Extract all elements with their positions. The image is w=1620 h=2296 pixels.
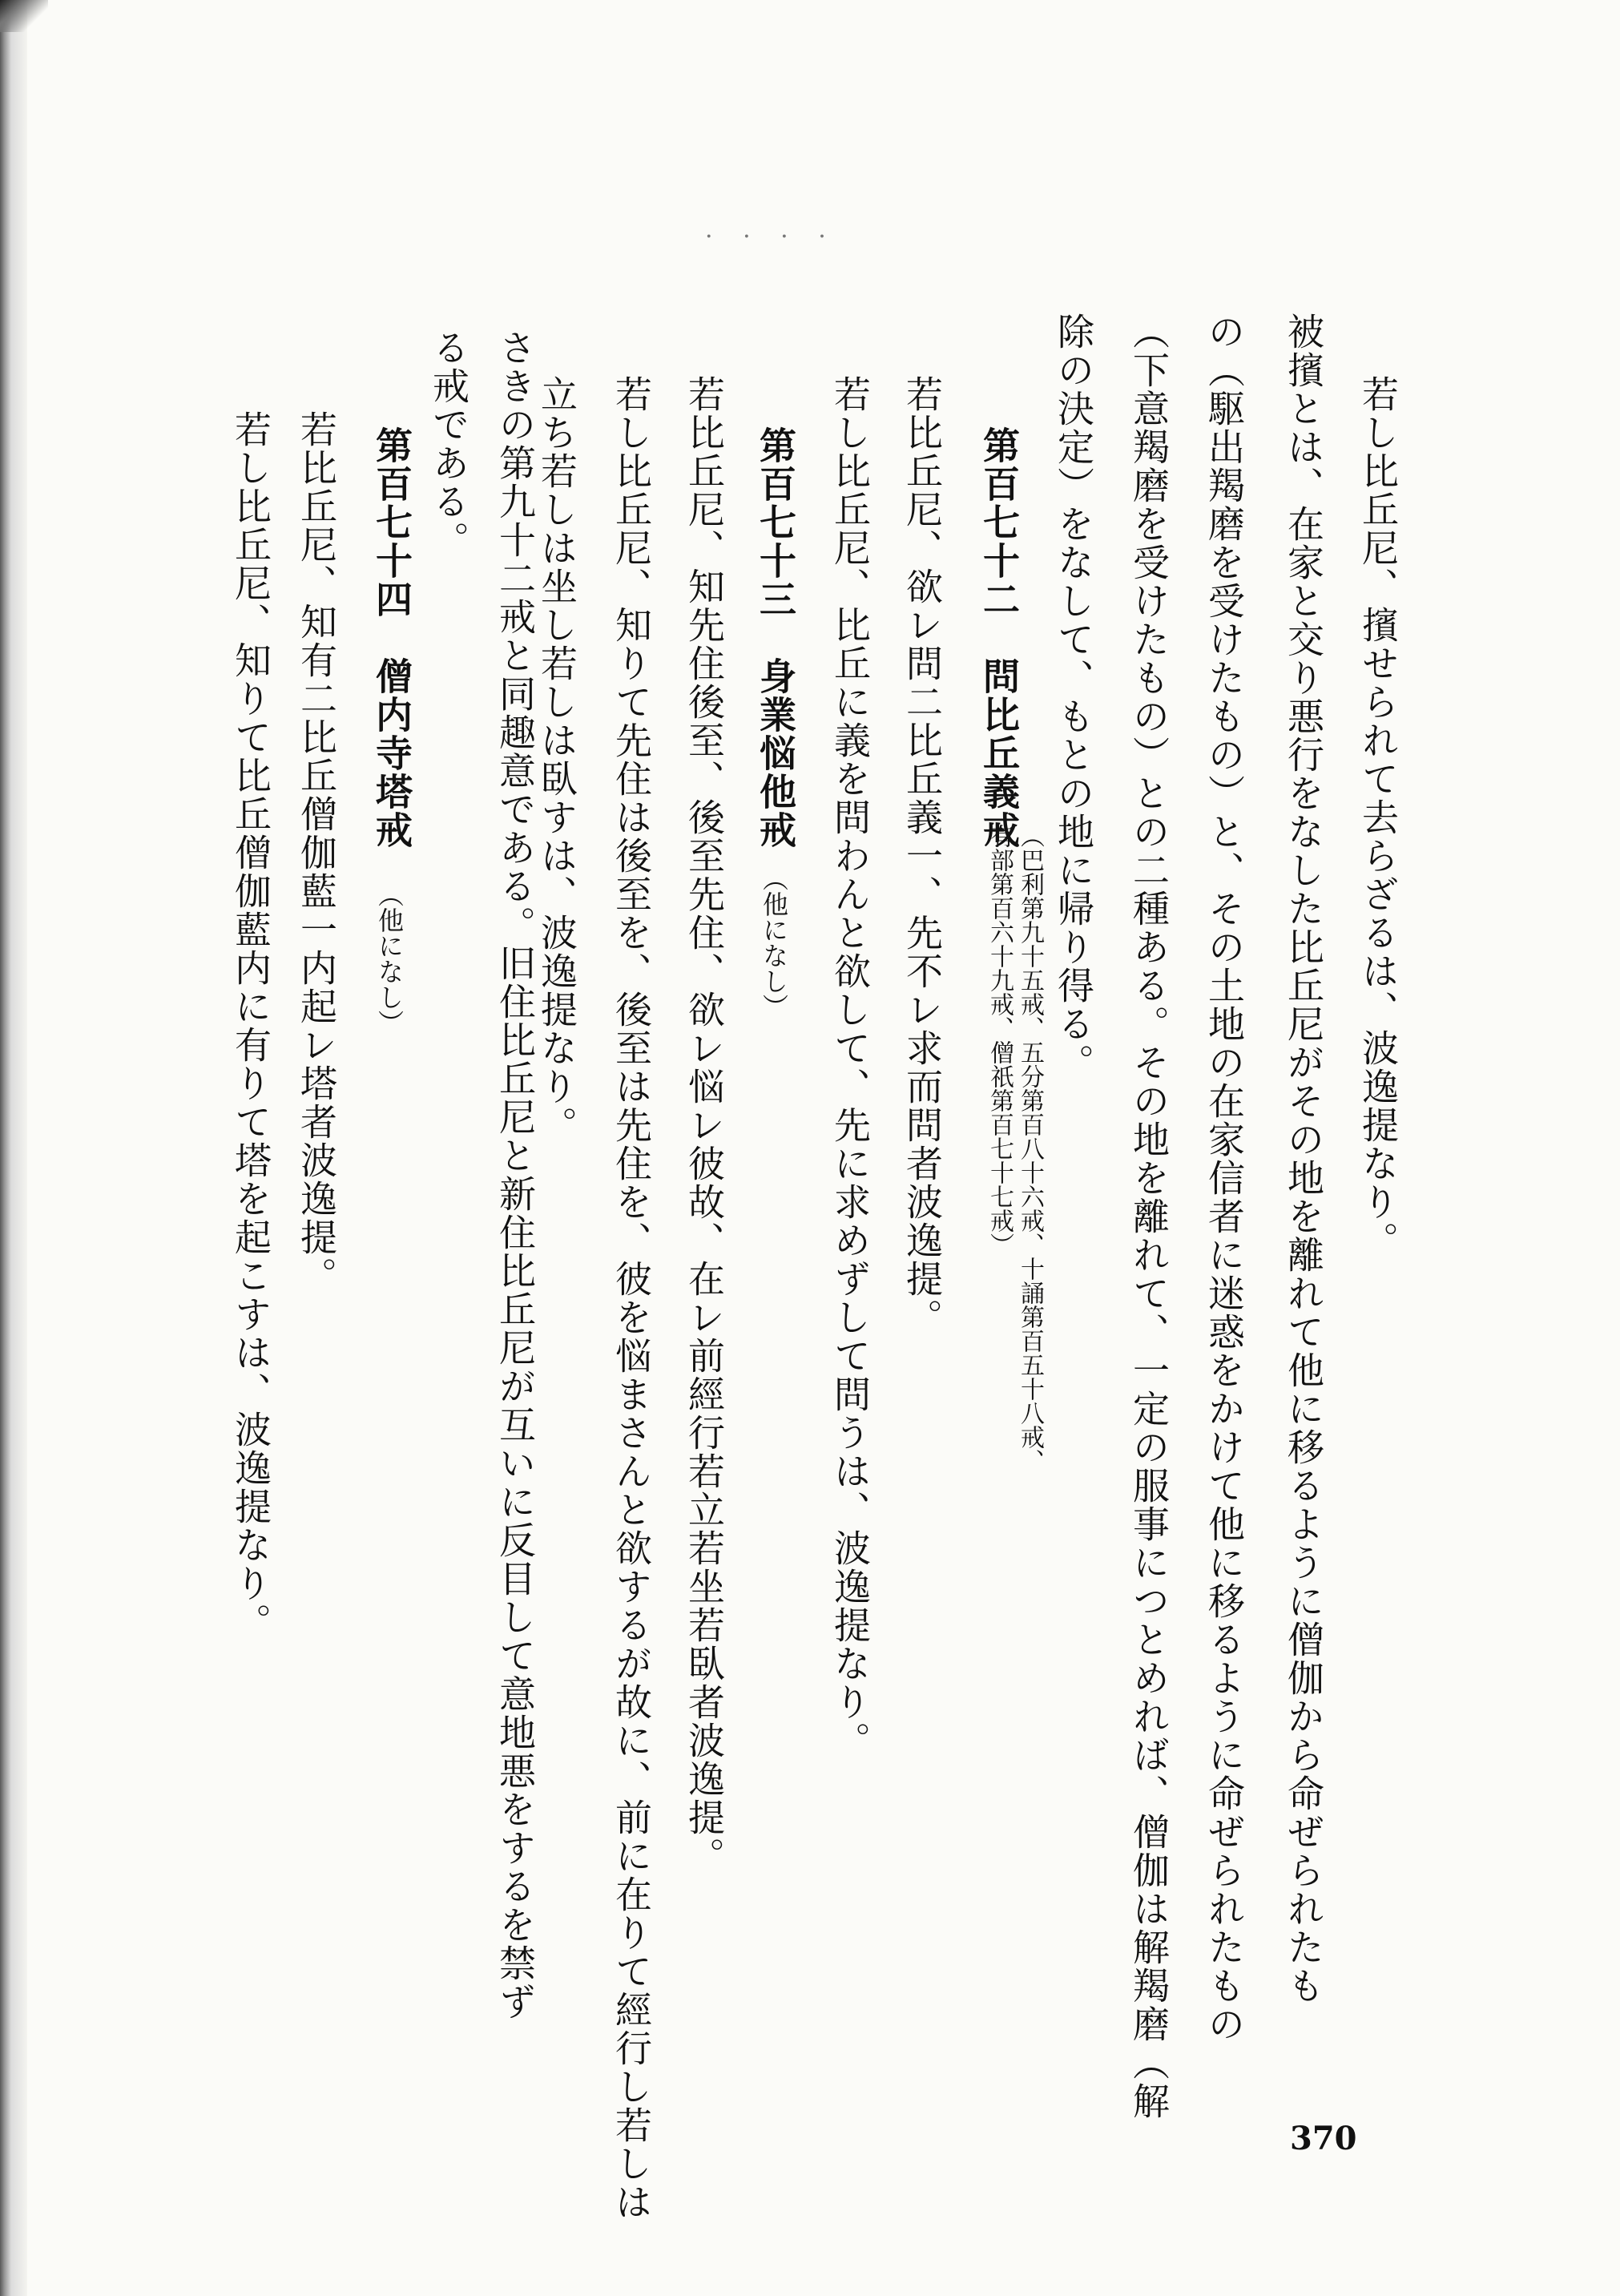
rule-note-172-line1: （巴利第九十五戒、五分第百八十六戒、十誦第百五十八戒、	[1016, 824, 1044, 1473]
text-column-15: さきの第九十二戒と同趣意である。旧住比丘尼と新住比丘尼が互いに反目して意地悪をするを禁ず	[494, 329, 537, 2021]
rule-heading-173: 第百七十三 身業悩他戒	[754, 426, 797, 849]
text-column-19: 若比丘尼、知有二比丘僧伽藍一内起レ塔者波逸提。	[295, 410, 338, 1295]
text-column-2: 被擯とは、在家と交り悪行をなした比丘尼がその地を離れて他に移るように僧伽から命ぜられたも	[1282, 313, 1325, 2005]
rule-note-173: （他になし）	[759, 866, 789, 1019]
text-column-14: 立ち若しは坐し若しは臥すは、波逸提なり。	[535, 375, 578, 1144]
rule-heading-174: 第百七十四 僧内寺塔戒	[370, 426, 413, 849]
page-number: 370	[1290, 2120, 1357, 2157]
text-column-20: 若し比丘尼、知りて比丘僧伽藍内に有りて塔を起こすは、波逸提なり。	[229, 410, 272, 1641]
text-column-1: 若し比丘尼、擯せられて去らざるは、波逸提なり。	[1356, 375, 1400, 1260]
text-column-8: 若比丘尼、欲レ問二比丘義一、先不レ求而問者波逸提。	[901, 375, 944, 1337]
binding-shadow	[0, 0, 27, 2296]
text-column-3: の（駆出羯磨を受けたもの）と、その土地の在家信者に迷惑をかけて他に移るように命ぜられたもの	[1203, 313, 1246, 2044]
rule-heading-172: 第百七十二 問比丘義戒	[977, 426, 1021, 849]
faint-dotted-mark: · · · ·	[705, 223, 837, 251]
text-column-9: 若し比丘尼、比丘に義を問わんと欲して、先に求めずして問うは、波逸提なり。	[828, 375, 872, 1760]
text-column-4: （下意羯磨を受けたもの）との二種ある。その地を離れて、一定の服事につとめれば、僧伽は解羯磨（解	[1127, 313, 1171, 2120]
text-column-5: 除の決定）をなして、もとの地に帰り得る。	[1052, 313, 1095, 1082]
scan-corner-artifact	[0, 0, 48, 32]
text-column-12: 若比丘尼、知先住後至、後至先住、欲レ悩レ彼故、在レ前經行若立若坐若臥者波逸提。	[683, 375, 726, 1875]
rule-note-174: （他になし）	[374, 882, 405, 1035]
rule-note-172-line2: 有部第百六十九戒、僧祇第百七十七戒）	[985, 824, 1014, 1257]
text-column-13: 若し比丘尼、知りて先住は後至を、後至は先住を、彼を悩まさんと欲するが故に、前に在りて經行し若しは	[610, 375, 653, 2221]
text-column-16: る戒である。	[427, 329, 470, 559]
